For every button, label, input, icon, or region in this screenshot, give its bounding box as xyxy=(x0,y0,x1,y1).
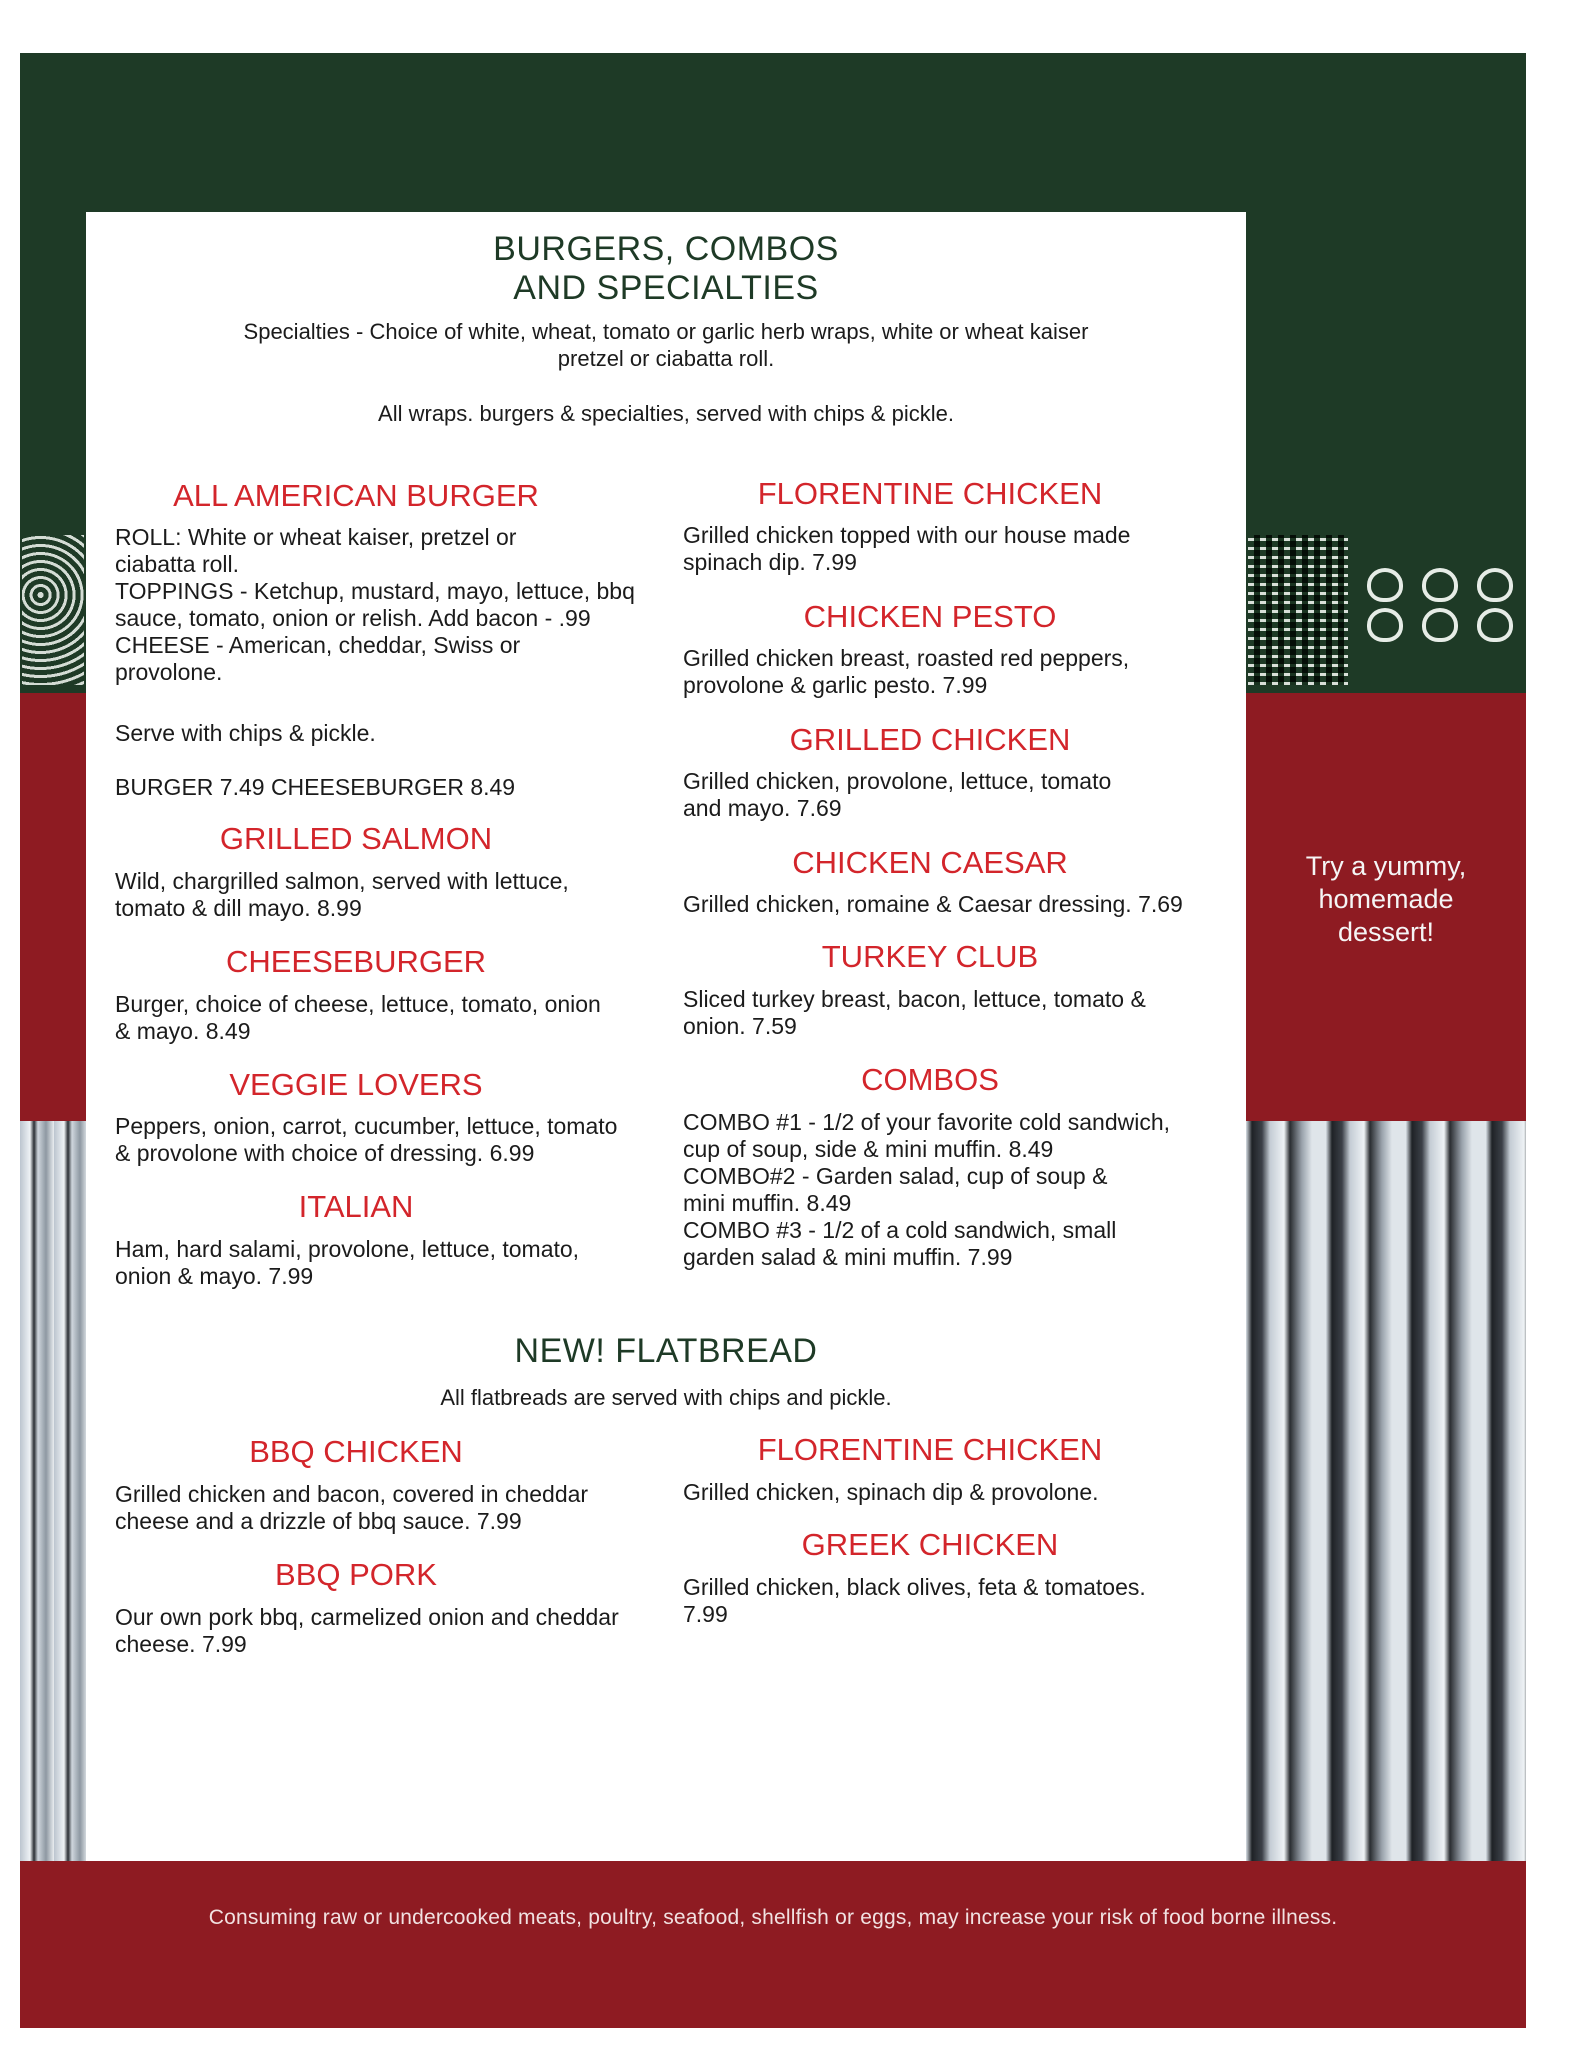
desc-line: 7.99 xyxy=(683,1601,728,1627)
decorative-pattern-left xyxy=(22,535,84,685)
desc-line: garden salad & mini muffin. 7.99 xyxy=(683,1244,1013,1270)
frame-red-left xyxy=(20,693,86,1121)
item-title-chicken-caesar: CHICKEN CAESAR xyxy=(792,845,1068,880)
desc-line: Sliced turkey breast, bacon, lettuce, tomato & xyxy=(683,986,1146,1012)
promo-line: Try a yummy, xyxy=(1305,851,1467,881)
desc-line: COMBO #1 - 1/2 of your favorite cold sandwich, xyxy=(683,1109,1171,1135)
item-description xyxy=(683,768,1243,822)
desc-line: Burger, choice of cheese, lettuce, tomato, onion xyxy=(115,991,601,1017)
desc-line: cheese. 7.99 xyxy=(115,1631,247,1657)
desc-line: Peppers, onion, carrot, cucumber, lettuce, tomato xyxy=(115,1113,618,1139)
desc-line: Ham, hard salami, provolone, lettuce, tomato, xyxy=(115,1236,580,1262)
intro-text-line1: Specialties - Choice of white, wheat, tomato or garlic herb wraps, white or wheat kaiser xyxy=(243,319,1089,344)
item-title-greek-chicken: GREEK CHICKEN xyxy=(801,1527,1059,1562)
stripe-panel-right xyxy=(1246,1121,1526,1861)
item-description xyxy=(683,891,1243,918)
item-description xyxy=(683,522,1243,576)
item-description xyxy=(115,991,675,1045)
item-description xyxy=(683,1479,1243,1506)
footer-band xyxy=(20,1861,1526,2028)
desc-line: provolone & garlic pesto. 7.99 xyxy=(683,672,988,698)
item-description xyxy=(115,1604,675,1658)
item-description xyxy=(115,524,675,686)
desc-line: Grilled chicken, romaine & Caesar dressing. 7.69 xyxy=(683,891,1183,917)
item-title-grilled-salmon: GRILLED SALMON xyxy=(219,821,493,856)
desc-line: spinach dip. 7.99 xyxy=(683,549,857,575)
item-description xyxy=(115,1481,675,1535)
item-title-turkey-club: TURKEY CLUB xyxy=(821,939,1039,974)
promo-line: dessert! xyxy=(1337,917,1435,947)
desc-line: cheese and a drizzle of bbq sauce. 7.99 xyxy=(115,1508,522,1534)
desc-line: ROLL: White or wheat kaiser, pretzel or xyxy=(115,524,517,550)
desc-line: onion & mayo. 7.99 xyxy=(115,1263,314,1289)
desc-line: Our own pork bbq, carmelized onion and cheddar xyxy=(115,1604,619,1630)
circle-ornament xyxy=(1477,608,1513,642)
flatbread-title: NEW! FLATBREAD xyxy=(514,1332,818,1370)
section-title-line1: BURGERS, COMBOS xyxy=(493,230,839,268)
circle-ornament xyxy=(1422,568,1458,602)
stripe-panel-left xyxy=(20,1121,86,1861)
item-description xyxy=(115,1113,675,1167)
item-title-combos: COMBOS xyxy=(861,1062,999,1097)
circle-ornament xyxy=(1367,568,1403,602)
desc-line: Grilled chicken and bacon, covered in cheddar xyxy=(115,1481,589,1507)
item-title-veggie-lovers: VEGGIE LOVERS xyxy=(229,1067,483,1102)
desc-line: tomato & dill mayo. 8.99 xyxy=(115,895,362,921)
dessert-promo xyxy=(1250,850,1522,949)
desc-line: & mayo. 8.49 xyxy=(115,1018,251,1044)
item-title-cheeseburger: CHEESEBURGER xyxy=(225,944,487,979)
item-description xyxy=(683,986,1243,1040)
decorative-pattern-right xyxy=(1248,535,1348,685)
desc-line: Grilled chicken breast, roasted red peppers, xyxy=(683,645,1130,671)
desc-line: & provolone with choice of dressing. 6.99 xyxy=(115,1140,535,1166)
item-title-bbq-pork: BBQ PORK xyxy=(275,1557,437,1592)
item-title-chicken-pesto: CHICKEN PESTO xyxy=(803,599,1057,634)
decorative-circles xyxy=(1360,530,1520,680)
item-title-grilled-chicken: GRILLED CHICKEN xyxy=(789,722,1071,757)
section-title-line2: AND SPECIALTIES xyxy=(513,269,819,307)
item-note: Serve with chips & pickle. xyxy=(115,720,376,746)
desc-line: Grilled chicken, spinach dip & provolone. xyxy=(683,1479,1099,1505)
flatbread-intro: All flatbreads are served with chips and pickle. xyxy=(440,1385,892,1410)
desc-line: provolone. xyxy=(115,659,223,685)
intro-text-line3: All wraps. burgers & specialties, served with chips & pickle. xyxy=(378,401,954,426)
desc-line: onion. 7.59 xyxy=(683,1013,797,1039)
circle-ornament xyxy=(1367,608,1403,642)
item-title-florentine-chicken: FLORENTINE CHICKEN xyxy=(757,476,1103,511)
item-title-bbq-chicken: BBQ CHICKEN xyxy=(249,1434,463,1469)
food-safety-disclaimer: Consuming raw or undercooked meats, poultry, seafood, shellfish or eggs, may increase your risk of food borne illness. xyxy=(208,1906,1338,1929)
item-title-italian: ITALIAN xyxy=(298,1189,414,1224)
desc-line: Grilled chicken topped with our house made xyxy=(683,522,1131,548)
item-prices: BURGER 7.49 CHEESEBURGER 8.49 xyxy=(115,774,516,800)
item-description xyxy=(683,645,1243,699)
item-description xyxy=(683,1574,1243,1628)
desc-line: ciabatta roll. xyxy=(115,551,240,577)
circle-ornament xyxy=(1477,568,1513,602)
promo-line: homemade xyxy=(1318,884,1454,914)
desc-line: sauce, tomato, onion or relish. Add bacon - .99 xyxy=(115,605,591,631)
desc-line: COMBO #3 - 1/2 of a cold sandwich, small xyxy=(683,1217,1117,1243)
item-description xyxy=(683,1109,1243,1271)
item-title-all-american-burger: ALL AMERICAN BURGER xyxy=(173,478,539,513)
desc-line: and mayo. 7.69 xyxy=(683,795,842,821)
item-title-florentine-chicken-flatbread: FLORENTINE CHICKEN xyxy=(757,1432,1103,1467)
item-description xyxy=(115,1236,675,1290)
desc-line: mini muffin. 8.49 xyxy=(683,1190,852,1216)
desc-line: Grilled chicken, black olives, feta & tomatoes. xyxy=(683,1574,1146,1600)
circle-ornament xyxy=(1422,608,1458,642)
desc-line: cup of soup, side & mini muffin. 8.49 xyxy=(683,1136,1054,1162)
intro-text-line2: pretzel or ciabatta roll. xyxy=(557,346,775,371)
desc-line: Wild, chargrilled salmon, served with lettuce, xyxy=(115,868,569,894)
item-description xyxy=(115,868,675,922)
desc-line: CHEESE - American, cheddar, Swiss or xyxy=(115,632,521,658)
desc-line: Grilled chicken, provolone, lettuce, tomato xyxy=(683,768,1112,794)
desc-line: COMBO#2 - Garden salad, cup of soup & xyxy=(683,1163,1108,1189)
desc-line: TOPPINGS - Ketchup, mustard, mayo, lettuce, bbq xyxy=(115,578,635,604)
